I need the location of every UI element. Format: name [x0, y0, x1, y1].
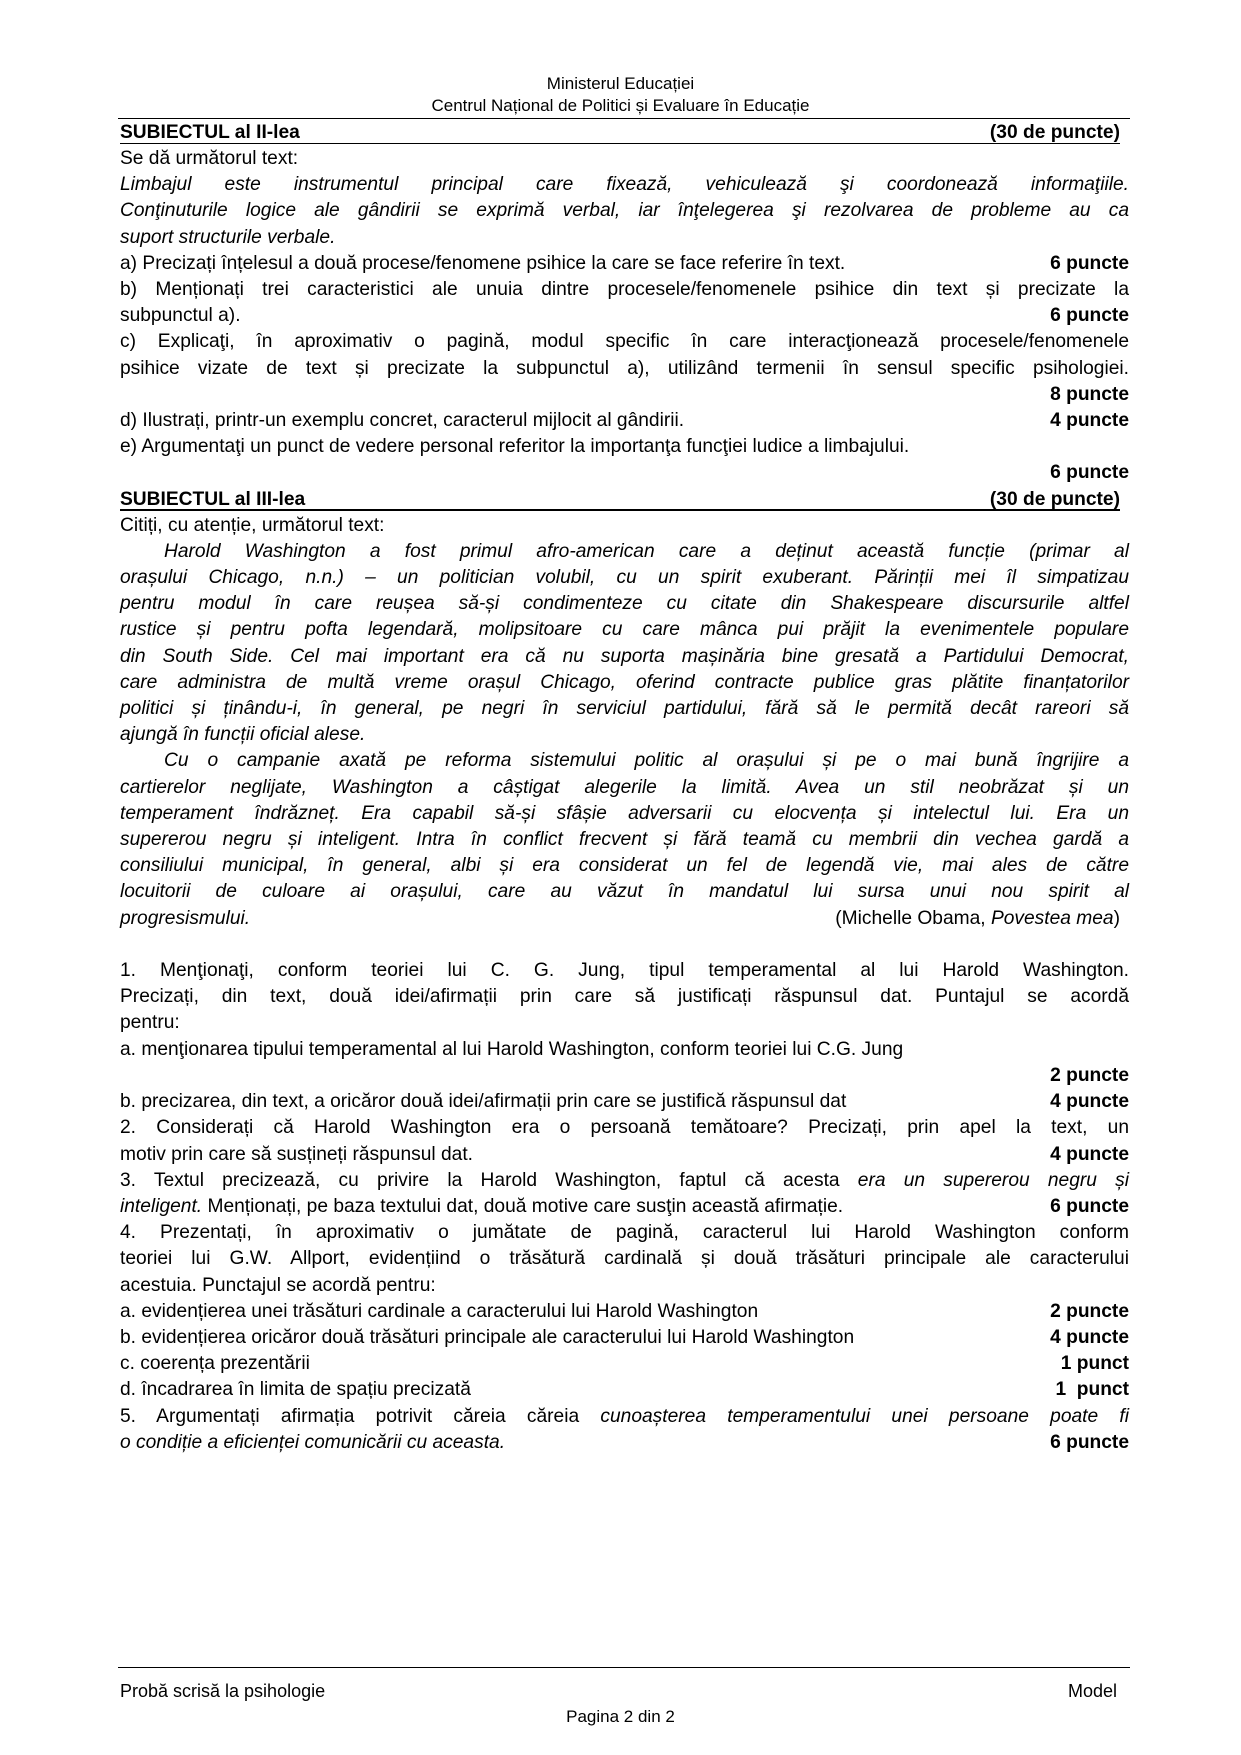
subject2-text-line: suport structurile verbale. — [120, 226, 336, 248]
question-5-line1 — [120, 1404, 1129, 1430]
question-3-quote-end: inteligent. — [120, 1195, 203, 1217]
spacer — [120, 932, 1129, 958]
excerpt-line: locuitorii de culoare ai orașului, care au văzut în mandatul lui sursa unui nou spirit al — [120, 881, 1129, 903]
question-4d-points: 1 punct — [1055, 1379, 1129, 1401]
question-4c — [120, 1351, 1129, 1377]
question-3-quote: era un supererou negru și — [857, 1169, 1129, 1191]
question-2b-points: 6 puncte — [1050, 305, 1129, 327]
footer-rule — [118, 1667, 1130, 1668]
excerpt-last-line — [120, 906, 1120, 932]
subject2-intro: Se dă următorul text: — [120, 148, 299, 169]
question-3 — [120, 1194, 1129, 1220]
question-4-line3: acestuia. Punctajul se acordă pentru: — [120, 1274, 436, 1296]
question-4a — [120, 1299, 1129, 1325]
footer-model: Model — [1067, 1681, 1117, 1701]
excerpt-line: politici și ținându-i, în general, pe negri în serviciul partidului, fără să le permită decât rareori să — [120, 698, 1129, 720]
question-2-line1: 2. Considerați că Harold Washington era o persoană temătoare? Precizați, prin apel la text, un — [120, 1117, 1129, 1139]
question-1-line3: pentru: — [120, 1012, 180, 1034]
question-1b — [120, 1089, 1129, 1115]
question-2b — [120, 303, 1129, 329]
excerpt-line: din South Side. Cel mai important era că nu suporta mașinăria bine gresată a Partidului Democrat, — [120, 645, 1129, 667]
question-3-text: 3. Textul precizează, cu privire la Harold Washington, faptul că acesta — [120, 1169, 858, 1191]
subject3-underline — [120, 509, 1120, 511]
question-2-points: 4 puncte — [1050, 1143, 1129, 1165]
excerpt-line: rustice și pentru pofta legendară, molipsitoare cu care mânca pui prăjit la evenimentele populare — [120, 619, 1129, 641]
question-5-quote: cunoașterea temperamentului unei persoane poate fi — [600, 1405, 1129, 1427]
question-2b-line1: b) Menționați trei caracteristici ale unuia dintre procesele/fenomenele psihice din text și precizate la — [120, 279, 1129, 301]
footer-page-number: Pagina 2 din 2 — [566, 1707, 675, 1726]
subject2-underline — [120, 143, 1120, 145]
question-1a-points: 2 puncte — [1050, 1064, 1129, 1086]
question-2-line2: motiv prin care să susțineți răspunsul dat. — [120, 1143, 474, 1165]
subject2-title: SUBIECTUL al II-lea — [120, 122, 300, 143]
question-2e-text: e) Argumentaţi un punct de vedere personal referitor la importanţa funcţiei ludice a limbajului. — [120, 436, 910, 458]
excerpt-line: care administra de multă vreme orașul Chicago, oferind contracte publice gras plătite finanțatorilor — [120, 671, 1129, 693]
question-4c-points: 1 punct — [1060, 1353, 1129, 1375]
question-4b-text: b. evidențierea oricăror două trăsături principale ale caracterului lui Harold Washington — [120, 1326, 855, 1348]
excerpt-line: cartierelor neglijate, Washington a câștigat alegerile la limită. Avea un stil neobrăzat și un — [120, 776, 1129, 798]
question-4a-points: 2 puncte — [1050, 1300, 1129, 1322]
excerpt-line: temperament îndrăzneț. Era capabil să-și sfâșie adversarii cu elocvența și intelectul lui. Era un — [120, 802, 1129, 824]
question-2 — [120, 1142, 1129, 1168]
question-5-text: 5. Argumentați afirmația potrivit căreia căreia — [120, 1405, 601, 1427]
question-4b-points: 4 puncte — [1050, 1326, 1129, 1348]
question-1b-points: 4 puncte — [1050, 1091, 1129, 1113]
subject3-heading — [120, 487, 1120, 513]
subject2-text-line: Limbajul este instrumentul principal care fixează, vehiculează şi coordonează informaţiile. — [120, 174, 1129, 196]
question-4c-text: c. coerența prezentării — [120, 1353, 310, 1375]
question-3-line1 — [120, 1168, 1129, 1194]
excerpt-line: Cu o campanie axată pe reforma sistemului politic al orașului și pe o mai bună îngrijire a — [164, 750, 1129, 772]
excerpt-source — [835, 906, 1120, 932]
question-2b-line2: subpunctul a). — [120, 305, 241, 327]
question-5-points: 6 puncte — [1050, 1431, 1129, 1453]
excerpt-line: orașului Chicago, n.n.) – un politician volubil, cu un spirit exuberant. Părinții mei îl simpatizau — [120, 567, 1129, 589]
question-2c-points: 8 puncte — [1050, 383, 1129, 405]
subject2-heading — [120, 120, 1120, 146]
source-author: (Michelle Obama, — [835, 907, 991, 929]
question-5 — [120, 1430, 1129, 1456]
excerpt-line: consiliului municipal, în general, albi și era considerat un fel de legendă vie, mai ales de către — [120, 855, 1129, 877]
question-1-line1: 1. Menţionaţi, conform teoriei lui C. G. Jung, tipul temperamental al lui Harold Washington. — [120, 960, 1129, 982]
question-1b-text: b. precizarea, din text, a oricăror două idei/afirmații prin care se justifică răspunsul dat — [120, 1091, 847, 1113]
header-ministry: Ministerul Educației — [546, 74, 695, 93]
excerpt-line: pentru modul în care reușea să-și condimenteze cu citate din Shakespeare discursurile altfel — [120, 593, 1129, 615]
source-book-title: Povestea mea — [990, 907, 1114, 929]
excerpt-line: ajungă în funcții oficial alese. — [120, 724, 366, 746]
subject3-points: (30 de puncte) — [989, 488, 1120, 510]
question-3-points: 6 puncte — [1050, 1195, 1129, 1217]
excerpt-line: Harold Washington a fost primul afro-american care a deținut această funcție (primar al — [164, 540, 1129, 562]
excerpt-line: progresismului. — [120, 907, 251, 929]
subject2-text-line: Conţinuturile logice ale gândirii se exprimă verbal, iar înţelegerea şi rezolvarea de probleme au ca — [120, 200, 1129, 222]
question-4d — [120, 1377, 1129, 1403]
question-2c-line1: c) Explicaţi, în aproximativ o pagină, modul specific în care interacţionează procesele/fenomenele — [120, 331, 1129, 353]
question-2d-text: d) Ilustrați, printr-un exemplu concret, caracterul mijlocit al gândirii. — [120, 410, 685, 432]
subject3-title: SUBIECTUL al III-lea — [120, 488, 306, 510]
footer-exam-name: Probă scrisă la psihologie — [120, 1681, 326, 1701]
question-2a-points: 6 puncte — [1050, 252, 1129, 274]
question-4b — [120, 1325, 1129, 1351]
question-4a-text: a. evidențierea unei trăsături cardinale a caracterului lui Harold Washington — [120, 1300, 759, 1322]
header-rule — [118, 118, 1130, 119]
question-4-line1: 4. Prezentați, în aproximativ o jumătate de pagină, caracterul lui Harold Washington conform — [120, 1222, 1129, 1244]
question-2d — [120, 408, 1129, 434]
question-1-line2: Precizați, din text, două idei/afirmații prin care să justificați răspunsul dat. Puntajul se acordă — [120, 986, 1129, 1008]
question-2d-points: 4 puncte — [1050, 410, 1129, 432]
question-2a — [120, 251, 1129, 277]
source-close: ) — [1113, 907, 1120, 929]
question-2a-text: a) Precizați înțelesul a două procese/fenomene psihice la care se face referire în text. — [120, 252, 846, 274]
question-5-quote-end: o condiție a eficienței comunicării cu aceasta. — [120, 1431, 506, 1453]
subject2-points: (30 de puncte) — [989, 122, 1120, 143]
excerpt-line: supererou negru și inteligent. Intra în conflict frecvent și fără teamă cu membrii din vechea gardă a — [120, 829, 1129, 851]
question-4d-text: d. încadrarea în limita de spațiu precizată — [120, 1379, 471, 1401]
page-content — [120, 120, 1129, 1456]
question-2c-line2: psihice vizate de text și precizate la subpunctul a), utilizând termenii în sensul specific psihologiei. — [120, 357, 1129, 379]
subject3-intro: Citiți, cu atenție, următorul text: — [120, 514, 385, 536]
header-center: Centrul Național de Politici și Evaluare în Educație — [431, 96, 810, 115]
question-3-text-end: Menționați, pe baza textului dat, două motive care susţin această afirmație. — [202, 1195, 844, 1217]
question-4-line2: teoriei lui G.W. Allport, evidențiind o trăsătură cardinală și două trăsături principale ale caracterului — [120, 1248, 1129, 1270]
question-2e-points: 6 puncte — [1050, 462, 1129, 484]
question-1a-text: a. menţionarea tipului temperamental al lui Harold Washington, conform teoriei lui C.G. Jung — [120, 1038, 904, 1060]
